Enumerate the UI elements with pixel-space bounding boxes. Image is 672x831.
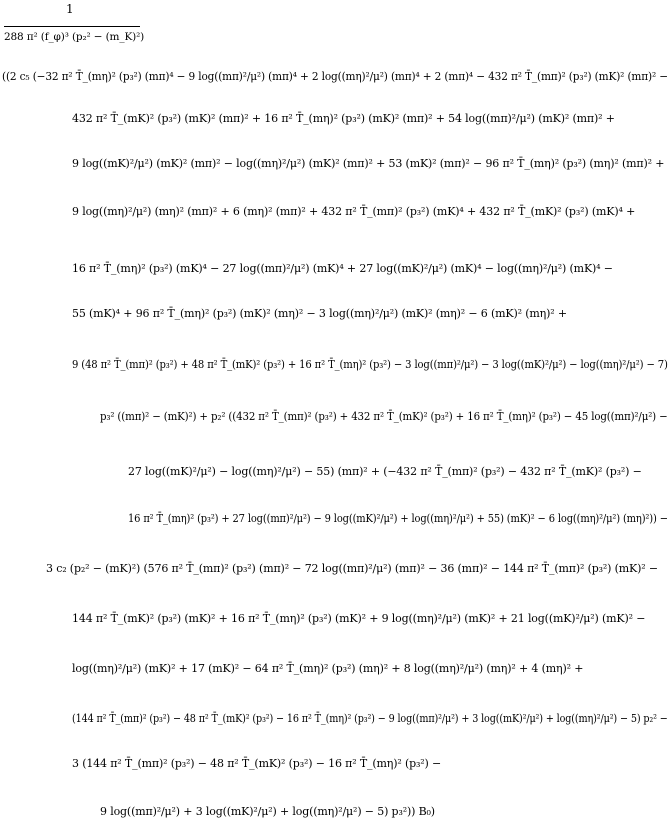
formula-line: 27 log((mK)²/μ²) − log((mη)²/μ²) − 55) (mπ)² + (−432 π² T̄_(mπ)² (p₃²) − 432 π² T̄_(mK)² (p₃²) −	[128, 465, 642, 478]
formula-line: 16 π² T̄_(mη)² (p₃²) + 27 log((mπ)²/μ²) − 9 log((mK)²/μ²) + log((mη)²/μ²) + 55) (mK)² − 6 log((mη)²/μ²) (mη)²)) −	[128, 512, 668, 525]
formula-line: 16 π² T̄_(mη)² (p₃²) (mK)⁴ − 27 log((mπ)²/μ²) (mK)⁴ + 27 log((mK)²/μ²) (mK)⁴ − log((mη)²/μ²) (mK)⁴ −	[72, 262, 613, 275]
formula-line: 144 π² T̄_(mK)² (p₃²) (mK)² + 16 π² T̄_(mη)² (p₃²) (mK)² + 9 log((mη)²/μ²) (mK)² + 21 log((mK)²/μ²) (mK)² −	[72, 612, 646, 625]
formula-line: log((mη)²/μ²) (mK)² + 17 (mK)² − 64 π² T̄_(mη)² (p₃²) (mη)² + 8 log((mη)²/μ²) (mη)² + 4 (mη)² +	[72, 662, 584, 675]
formula-line: 9 log((mK)²/μ²) (mK)² (mπ)² − log((mη)²/μ²) (mK)² (mπ)² + 53 (mK)² (mπ)² − 96 π² T̄_(mη)² (p₃²) (mη)² (mπ)² +	[72, 157, 665, 170]
formula-line: ((2 c₅ (−32 π² T̄_(mη)² (p₃²) (mπ)⁴ − 9 log((mπ)²/μ²) (mπ)⁴ + 2 log((mη)²/μ²) (mπ)⁴ + 2 (mπ)⁴ − 432 π² T̄_(mπ)² (p₃²) (mK)² (mπ)² −	[2, 70, 668, 83]
formula-line: 55 (mK)⁴ + 96 π² T̄_(mη)² (p₃²) (mK)² (mη)² − 3 log((mη)²/μ²) (mK)² (mη)² − 6 (mK)² (mη)² +	[72, 307, 567, 320]
formula-line: p₃² ((mπ)² − (mK)²) + p₂² ((432 π² T̄_(mπ)² (p₃²) + 432 π² T̄_(mK)² (p₃²) + 16 π² T̄_(mη)² (p₃²) − 45 log((mπ)²/μ²) −	[100, 410, 668, 423]
formula-line: 9 log((mπ)²/μ²) + 3 log((mK)²/μ²) + log((mη)²/μ²) − 5) p₃²)) B₀)	[100, 805, 435, 818]
formula-line: 3 (144 π² T̄_(mπ)² (p₃²) − 48 π² T̄_(mK)² (p₃²) − 16 π² T̄_(mη)² (p₃²) −	[72, 757, 442, 770]
fraction-bar	[4, 26, 140, 27]
prefactor-numerator: 1	[66, 2, 74, 16]
formula-line: 432 π² T̄_(mK)² (p₃²) (mK)² (mπ)² + 16 π² T̄_(mη)² (p₃²) (mK)² (mπ)² + 54 log((mπ)²/μ²) (mK)² (mπ)² +	[72, 112, 615, 125]
formula-line: 9 (48 π² T̄_(mπ)² (p₃²) + 48 π² T̄_(mK)² (p₃²) + 16 π² T̄_(mη)² (p₃²) − 3 log((mπ)²/μ²) − 3 log((mK)²/μ²) − log((mη)²/μ²) − 7)	[72, 358, 668, 371]
prefactor-denominator: 288 π² (f_φ)³ (p₂² − (m_K)²)	[4, 31, 145, 43]
formula-line: 9 log((mη)²/μ²) (mη)² (mπ)² + 6 (mη)² (mπ)² + 432 π² T̄_(mπ)² (p₃²) (mK)⁴ + 432 π² T̄_(mK)² (p₃²) (mK)⁴ +	[72, 205, 636, 218]
formula-line: 3 c₂ (p₂² − (mK)²) (576 π² T̄_(mπ)² (p₃²) (mπ)² − 72 log((mπ)²/μ²) (mπ)² − 36 (mπ)² − 144 π² T̄_(mπ)² (p₃²) (mK)² −	[46, 562, 658, 575]
formula-line: (144 π² T̄_(mπ)² (p₃²) − 48 π² T̄_(mK)² (p₃²) − 16 π² T̄_(mη)² (p₃²) − 9 log((mπ)²/μ²) + 3 log((mK)²/μ²) + log((mη)²/μ²) − 5) p₂² −	[72, 712, 668, 725]
